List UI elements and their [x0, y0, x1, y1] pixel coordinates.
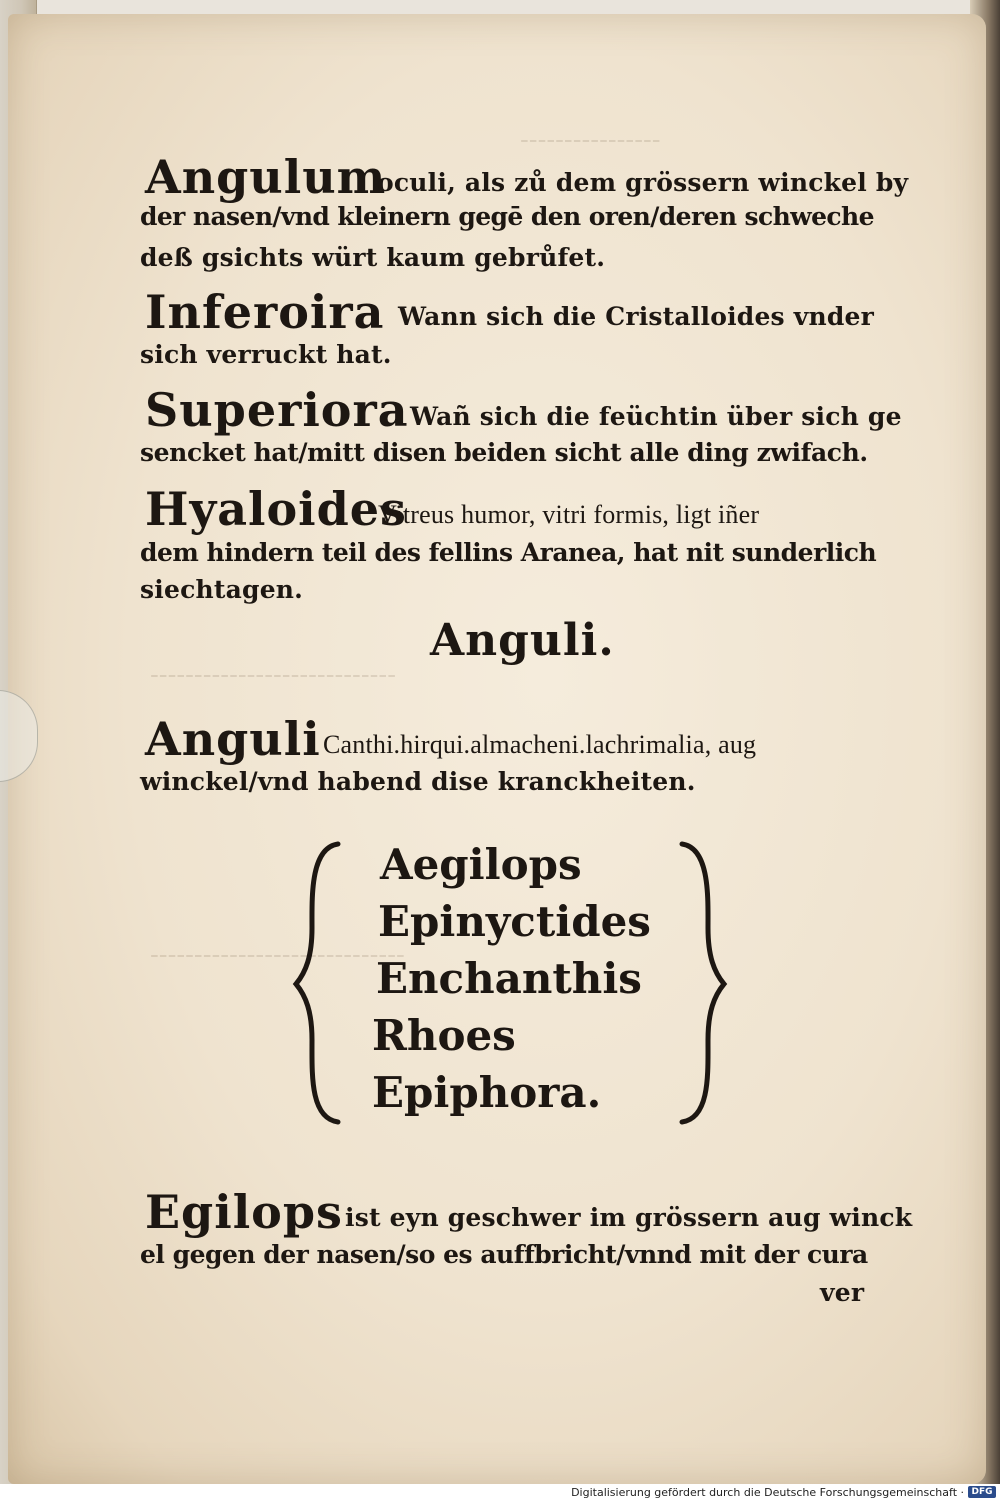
entry-line: siechtagen.: [140, 575, 304, 604]
entry-line: sencket hat/mitt disen beiden sicht alle ding zwifach.: [140, 438, 868, 467]
entry-headword: Superiora: [145, 383, 409, 437]
entry-line: deß gsichts würt kaum gebrůfet.: [140, 243, 606, 272]
entry-line: sich verruckt hat.: [140, 340, 392, 369]
entry-line: winckel/vnd habend dise kranckheiten.: [140, 767, 696, 796]
entry-line: der nasen/vnd kleinern gegē den oren/deren schweche: [140, 202, 874, 231]
entry-headword: Egilops: [145, 1185, 343, 1239]
disease-item: Epiphora.: [372, 1068, 602, 1117]
bleed-through: ‑‑‑‑‑‑‑‑‑‑‑‑‑‑‑‑‑‑‑‑‑‑‑‑‑‑‑‑‑: [150, 940, 405, 970]
entry-line: el gegen der nasen/so es auffbricht/vnnd mit der cura: [140, 1240, 868, 1269]
catchword: ver: [820, 1278, 865, 1307]
dfg-logo: DFG: [968, 1486, 996, 1498]
disease-item: Epinyctides: [378, 897, 651, 946]
entry-line: Wann sich die Cristalloides vnder: [398, 302, 874, 331]
entry-headword: Hyaloides: [145, 482, 407, 536]
bleed-through: ‑‑‑‑‑‑‑‑‑‑‑‑‑‑‑‑‑‑‑‑‑‑‑‑‑‑‑‑: [150, 660, 396, 690]
entry-line: oculi, als zů dem grössern winckel by: [377, 168, 909, 197]
funding-notice: Digitalisierung gefördert durch die Deutsche Forschungsgemeinschaft ·: [571, 1486, 964, 1499]
entry-headword: Angulum: [145, 150, 387, 204]
entry-line: dem hindern teil des fellins Aranea, hat nit sunderlich: [140, 538, 877, 567]
digitization-footer: [0, 1484, 1000, 1501]
disease-item: Aegilops: [380, 840, 582, 889]
entry-headword: Inferoira: [145, 285, 385, 339]
disease-item: Rhoes: [372, 1011, 516, 1060]
entry-line: Wañ sich die feüchtin über sich ge: [410, 402, 902, 431]
entry-line: ist eyn geschwer im grössern aug winck: [345, 1203, 913, 1232]
entry-line: Vitreus humor, vitri formis, ligt iñer: [378, 500, 760, 529]
entry-line: Canthi.hirqui.almacheni.lachrimalia, aug: [323, 730, 757, 759]
bleed-through: ‑‑‑‑‑‑‑‑‑‑‑‑‑‑‑‑: [520, 125, 661, 155]
section-title: Anguli.: [430, 615, 615, 666]
disease-item: Enchanthis: [376, 954, 642, 1003]
entry-headword: Anguli: [145, 712, 321, 766]
